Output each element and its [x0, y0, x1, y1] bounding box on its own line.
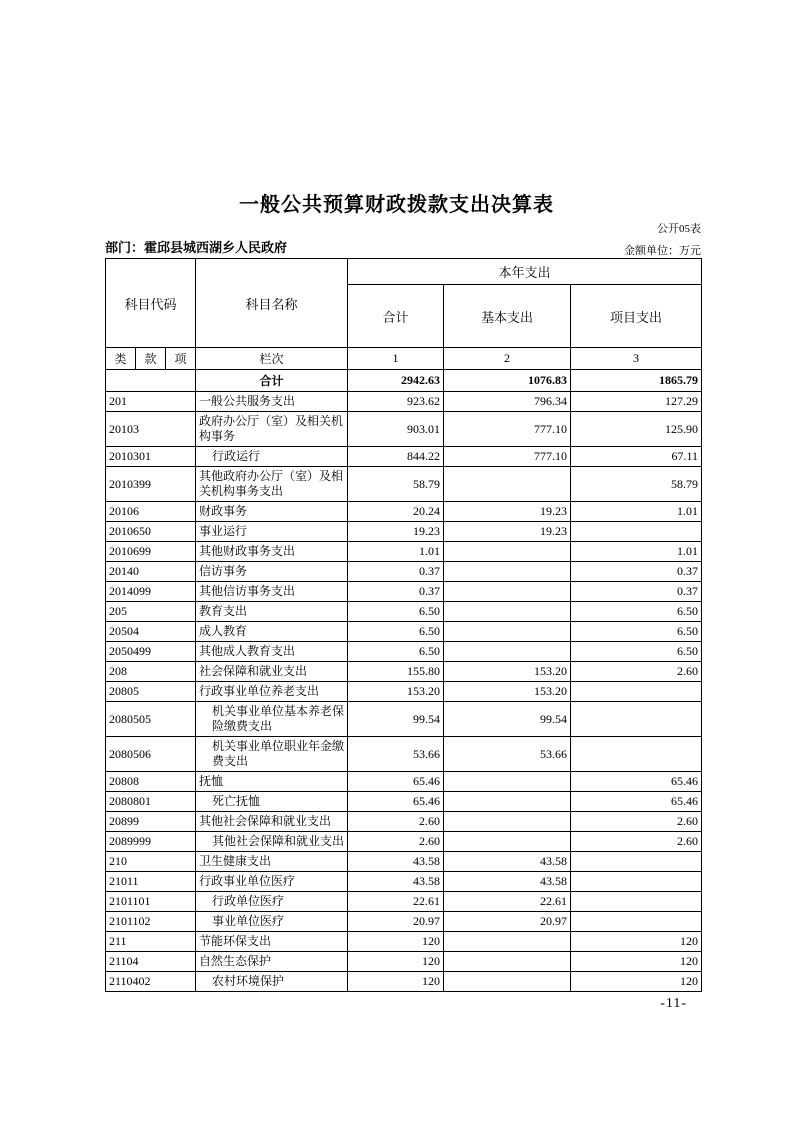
- project-value-cell: 65.46: [571, 792, 702, 812]
- basic-value-cell: 43.58: [444, 872, 571, 892]
- total-value-cell: 903.01: [348, 412, 444, 447]
- basic-value-cell: [444, 972, 571, 992]
- table-row: [106, 852, 702, 872]
- subject-code-cell: 2101101: [106, 892, 196, 912]
- project-value-cell: 6.50: [571, 642, 702, 662]
- column-3-index: 3: [571, 348, 702, 370]
- subject-code-cell: 2080506: [106, 737, 196, 772]
- basic-value-cell: [444, 832, 571, 852]
- project-value-cell: 0.37: [571, 582, 702, 602]
- basic-value-cell: [444, 467, 571, 502]
- total-value-cell: 65.46: [348, 772, 444, 792]
- project-value-cell: 120: [571, 932, 702, 952]
- total-value-cell: 43.58: [348, 872, 444, 892]
- basic-value-cell: 777.10: [444, 412, 571, 447]
- project-value-cell: 120: [571, 972, 702, 992]
- table-row: [106, 662, 702, 682]
- subject-code-cell: 21104: [106, 952, 196, 972]
- total-value-cell: 6.50: [348, 642, 444, 662]
- subject-code-cell: 2010399: [106, 467, 196, 502]
- table-row: [106, 932, 702, 952]
- subject-name-cell: 信访事务: [196, 562, 348, 582]
- header-row-year: [106, 259, 702, 285]
- table-row: [106, 972, 702, 992]
- grand-total-label: 合计: [196, 370, 348, 392]
- basic-value-cell: [444, 792, 571, 812]
- table-row: [106, 892, 702, 912]
- total-value-cell: 6.50: [348, 602, 444, 622]
- project-value-cell: [571, 702, 702, 737]
- project-value-cell: 67.11: [571, 447, 702, 467]
- total-value-cell: 22.61: [348, 892, 444, 912]
- basic-value-cell: [444, 932, 571, 952]
- subject-code-cell: 208: [106, 662, 196, 682]
- table-row: [106, 542, 702, 562]
- subject-name-cell: 死亡抚恤: [196, 792, 348, 812]
- table-row: [106, 447, 702, 467]
- project-value-cell: 65.46: [571, 772, 702, 792]
- table-row: [106, 772, 702, 792]
- project-value-cell: 2.60: [571, 832, 702, 852]
- total-value-cell: 2.60: [348, 812, 444, 832]
- basic-value-cell: [444, 952, 571, 972]
- subject-name-cell: 其他成人教育支出: [196, 642, 348, 662]
- item-header: 项: [166, 348, 196, 370]
- total-value-cell: 120: [348, 932, 444, 952]
- project-expenditure-header: 项目支出: [571, 285, 702, 348]
- table-row: [106, 522, 702, 542]
- project-value-cell: [571, 852, 702, 872]
- subject-name-cell: 社会保障和就业支出: [196, 662, 348, 682]
- project-value-cell: 127.29: [571, 392, 702, 412]
- subject-name-cell: 成人教育: [196, 622, 348, 642]
- total-value-cell: 1.01: [348, 542, 444, 562]
- total-value-cell: 0.37: [348, 582, 444, 602]
- grand-total-project: 1865.79: [571, 370, 702, 392]
- subject-code-header: 科目代码: [106, 259, 196, 348]
- table-row: [106, 832, 702, 852]
- basic-value-cell: [444, 602, 571, 622]
- project-value-cell: 6.50: [571, 622, 702, 642]
- subject-code-cell: 20805: [106, 682, 196, 702]
- table-row: [106, 412, 702, 447]
- grand-total-basic: 1076.83: [444, 370, 571, 392]
- table-row: [106, 812, 702, 832]
- subject-name-cell: 机关事业单位职业年金缴费支出: [196, 737, 348, 772]
- subject-name-cell: 农村环境保护: [196, 972, 348, 992]
- basic-value-cell: 19.23: [444, 502, 571, 522]
- project-value-cell: 125.90: [571, 412, 702, 447]
- total-value-cell: 20.97: [348, 912, 444, 932]
- total-value-cell: 19.23: [348, 522, 444, 542]
- page-number: -11-: [660, 996, 687, 1011]
- table-row: [106, 872, 702, 892]
- project-value-cell: [571, 872, 702, 892]
- project-value-cell: [571, 737, 702, 772]
- table-row: [106, 952, 702, 972]
- subject-name-cell: 其他财政事务支出: [196, 542, 348, 562]
- total-value-cell: 43.58: [348, 852, 444, 872]
- basic-value-cell: 777.10: [444, 447, 571, 467]
- subject-name-cell: 节能环保支出: [196, 932, 348, 952]
- total-column-header: 合计: [348, 285, 444, 348]
- table-row: [106, 392, 702, 412]
- subject-name-cell: 行政单位医疗: [196, 892, 348, 912]
- column-1-index: 1: [348, 348, 444, 370]
- table-row: [106, 642, 702, 662]
- subject-name-cell: 财政事务: [196, 502, 348, 522]
- subject-name-cell: 其他社会保障和就业支出: [196, 812, 348, 832]
- total-value-cell: 0.37: [348, 562, 444, 582]
- project-value-cell: 6.50: [571, 602, 702, 622]
- basic-value-cell: 20.97: [444, 912, 571, 932]
- project-value-cell: 58.79: [571, 467, 702, 502]
- subject-code-cell: 20504: [106, 622, 196, 642]
- subject-code-cell: 210: [106, 852, 196, 872]
- total-value-cell: 6.50: [348, 622, 444, 642]
- class-header: 类: [106, 348, 136, 370]
- subject-code-cell: 20899: [106, 812, 196, 832]
- subject-name-cell: 行政事业单位医疗: [196, 872, 348, 892]
- subject-name-cell: 行政运行: [196, 447, 348, 467]
- project-value-cell: [571, 912, 702, 932]
- subject-code-cell: 2010650: [106, 522, 196, 542]
- basic-value-cell: 153.20: [444, 682, 571, 702]
- subject-name-cell: 卫生健康支出: [196, 852, 348, 872]
- total-value-cell: 120: [348, 952, 444, 972]
- basic-value-cell: 153.20: [444, 662, 571, 682]
- table-row: [106, 737, 702, 772]
- grand-total-total: 2942.63: [348, 370, 444, 392]
- basic-expenditure-header: 基本支出: [444, 285, 571, 348]
- subject-code-cell: 20106: [106, 502, 196, 522]
- project-value-cell: 2.60: [571, 662, 702, 682]
- subject-code-cell: 2014099: [106, 582, 196, 602]
- subject-code-cell: 2089999: [106, 832, 196, 852]
- project-value-cell: 1.01: [571, 542, 702, 562]
- unit-label: 金额单位：万元: [624, 245, 701, 257]
- table-row: [106, 502, 702, 522]
- subject-code-cell: 2080505: [106, 702, 196, 737]
- budget-table: [105, 258, 702, 992]
- subject-code-cell: 20808: [106, 772, 196, 792]
- department-label: 部门：霍邱县城西湖乡人民政府: [105, 240, 288, 255]
- column-index-label: 栏次: [196, 348, 348, 370]
- project-value-cell: [571, 682, 702, 702]
- basic-value-cell: 43.58: [444, 852, 571, 872]
- page-title: 一般公共预算财政拨款支出决算表: [239, 194, 554, 216]
- subject-name-cell: 事业运行: [196, 522, 348, 542]
- subject-name-cell: 自然生态保护: [196, 952, 348, 972]
- subject-name-cell: 行政事业单位养老支出: [196, 682, 348, 702]
- subject-name-cell: 教育支出: [196, 602, 348, 622]
- basic-value-cell: [444, 812, 571, 832]
- subject-name-cell: 其他政府办公厅（室）及相关机构事务支出: [196, 467, 348, 502]
- total-value-cell: 53.66: [348, 737, 444, 772]
- subject-name-cell: 一般公共服务支出: [196, 392, 348, 412]
- project-value-cell: 120: [571, 952, 702, 972]
- subject-code-cell: 205: [106, 602, 196, 622]
- subject-name-cell: 其他信访事务支出: [196, 582, 348, 602]
- subject-code-cell: 201: [106, 392, 196, 412]
- basic-value-cell: 99.54: [444, 702, 571, 737]
- column-2-index: 2: [444, 348, 571, 370]
- table-row: [106, 602, 702, 622]
- table-body: [106, 392, 702, 992]
- table-row: [106, 582, 702, 602]
- subject-code-cell: 21011: [106, 872, 196, 892]
- subject-name-cell: 机关事业单位基本养老保险缴费支出: [196, 702, 348, 737]
- total-value-cell: 153.20: [348, 682, 444, 702]
- total-value-cell: 844.22: [348, 447, 444, 467]
- project-value-cell: [571, 892, 702, 912]
- table-row: [106, 467, 702, 502]
- subject-code-cell: 2110402: [106, 972, 196, 992]
- project-value-cell: [571, 522, 702, 542]
- subject-code-cell: 2010301: [106, 447, 196, 467]
- total-value-cell: 923.62: [348, 392, 444, 412]
- total-value-cell: 20.24: [348, 502, 444, 522]
- basic-value-cell: 19.23: [444, 522, 571, 542]
- total-value-cell: 120: [348, 972, 444, 992]
- subject-name-cell: 其他社会保障和就业支出: [196, 832, 348, 852]
- basic-value-cell: 53.66: [444, 737, 571, 772]
- total-value-cell: 58.79: [348, 467, 444, 502]
- project-value-cell: 2.60: [571, 812, 702, 832]
- project-value-cell: 1.01: [571, 502, 702, 522]
- subject-code-cell: 2050499: [106, 642, 196, 662]
- subject-code-cell: 20103: [106, 412, 196, 447]
- total-value-cell: 65.46: [348, 792, 444, 812]
- basic-value-cell: [444, 582, 571, 602]
- subject-name-cell: 抚恤: [196, 772, 348, 792]
- subject-name-cell: 事业单位医疗: [196, 912, 348, 932]
- table-row: [106, 792, 702, 812]
- subject-name-cell: 政府办公厅（室）及相关机构事务: [196, 412, 348, 447]
- basic-value-cell: [444, 562, 571, 582]
- table-row: [106, 562, 702, 582]
- basic-value-cell: [444, 542, 571, 562]
- total-value-cell: 99.54: [348, 702, 444, 737]
- subject-code-cell: 2080801: [106, 792, 196, 812]
- basic-value-cell: 22.61: [444, 892, 571, 912]
- form-number-label: 公开05表: [657, 223, 701, 235]
- table-row: [106, 702, 702, 737]
- column-index-row: [106, 348, 702, 370]
- table-row: [106, 912, 702, 932]
- grand-total-row: [106, 370, 702, 392]
- project-value-cell: 0.37: [571, 562, 702, 582]
- subject-code-cell: 211: [106, 932, 196, 952]
- total-value-cell: 2.60: [348, 832, 444, 852]
- basic-value-cell: 796.34: [444, 392, 571, 412]
- subject-name-header: 科目名称: [196, 259, 348, 348]
- total-value-cell: 155.80: [348, 662, 444, 682]
- subject-code-cell: 2101102: [106, 912, 196, 932]
- grand-total-code-cell: [106, 370, 196, 392]
- basic-value-cell: [444, 772, 571, 792]
- year-expenditure-header: 本年支出: [348, 259, 702, 285]
- basic-value-cell: [444, 622, 571, 642]
- subject-code-cell: 20140: [106, 562, 196, 582]
- table-row: [106, 622, 702, 642]
- table-row: [106, 682, 702, 702]
- basic-value-cell: [444, 642, 571, 662]
- section-header: 款: [136, 348, 166, 370]
- subject-code-cell: 2010699: [106, 542, 196, 562]
